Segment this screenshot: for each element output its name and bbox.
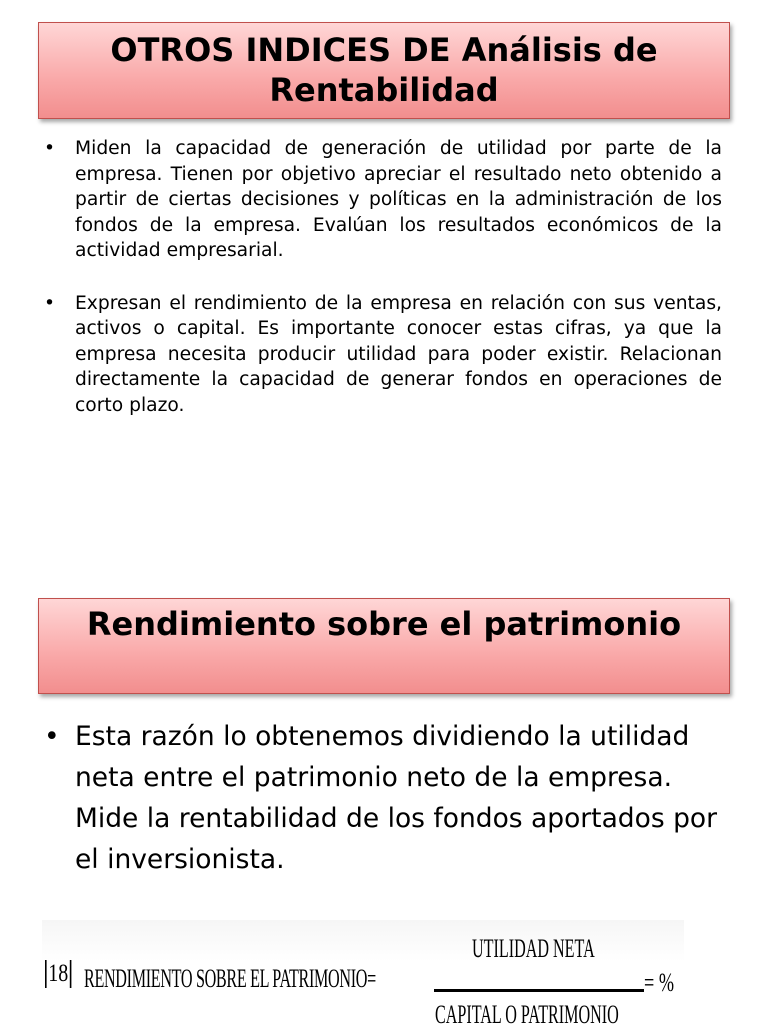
slide1-title-box xyxy=(38,22,730,119)
formula-image xyxy=(42,920,684,1024)
slide1-bullet-list xyxy=(44,136,722,418)
slide2-bullet-text: Esta razón lo obtenemos dividiendo la utilidad neta entre el patrimonio neto de la empresa. Mide la rentabilidad de los fondos aportados por el inversionista. xyxy=(75,721,718,875)
slide2-bullet-list xyxy=(44,716,722,880)
fraction-line xyxy=(434,989,644,992)
slide2-title: Rendimiento sobre el patrimonio xyxy=(86,605,682,643)
formula-result: = % xyxy=(644,968,674,997)
bullet-icon: • xyxy=(44,138,56,159)
list-item xyxy=(44,716,722,880)
bullet-icon: • xyxy=(44,721,60,752)
slide1-bullet-text: Miden la capacidad de generación de utilidad por parte de la empresa. Tienen por objetivo apreciar el resultado neto obtenido a partir de ciertas decisiones y políticas en la administración de los fondos de la empresa. Evalúan los resultados económicos de la actividad empresarial. xyxy=(75,138,722,261)
formula-denominator: CAPITAL O PATRIMONIO xyxy=(435,1000,619,1024)
slide1-bullet-text: Expresan el rendimiento de la empresa en relación con sus ventas, activos o capital. Es importante conocer estas cifras, ya que la empresa necesita producir utilidad para poder existir. Relacionan directamente la capacidad de generar fondos en operaciones de corto plazo. xyxy=(75,292,722,416)
formula-lhs: RENDIMIENTO SOBRE EL PATRIMONIO= xyxy=(84,964,376,993)
slide1-title-line2: Rentabilidad xyxy=(269,71,499,109)
bullet-icon: • xyxy=(44,292,56,314)
list-item xyxy=(44,291,722,419)
slide2-title-box xyxy=(38,598,730,694)
formula-numerator: UTILIDAD NETA xyxy=(472,934,595,963)
list-item xyxy=(44,136,722,264)
slide1-title-line1: OTROS INDICES DE Análisis de xyxy=(110,31,658,69)
formula-number: 18 xyxy=(45,960,71,988)
